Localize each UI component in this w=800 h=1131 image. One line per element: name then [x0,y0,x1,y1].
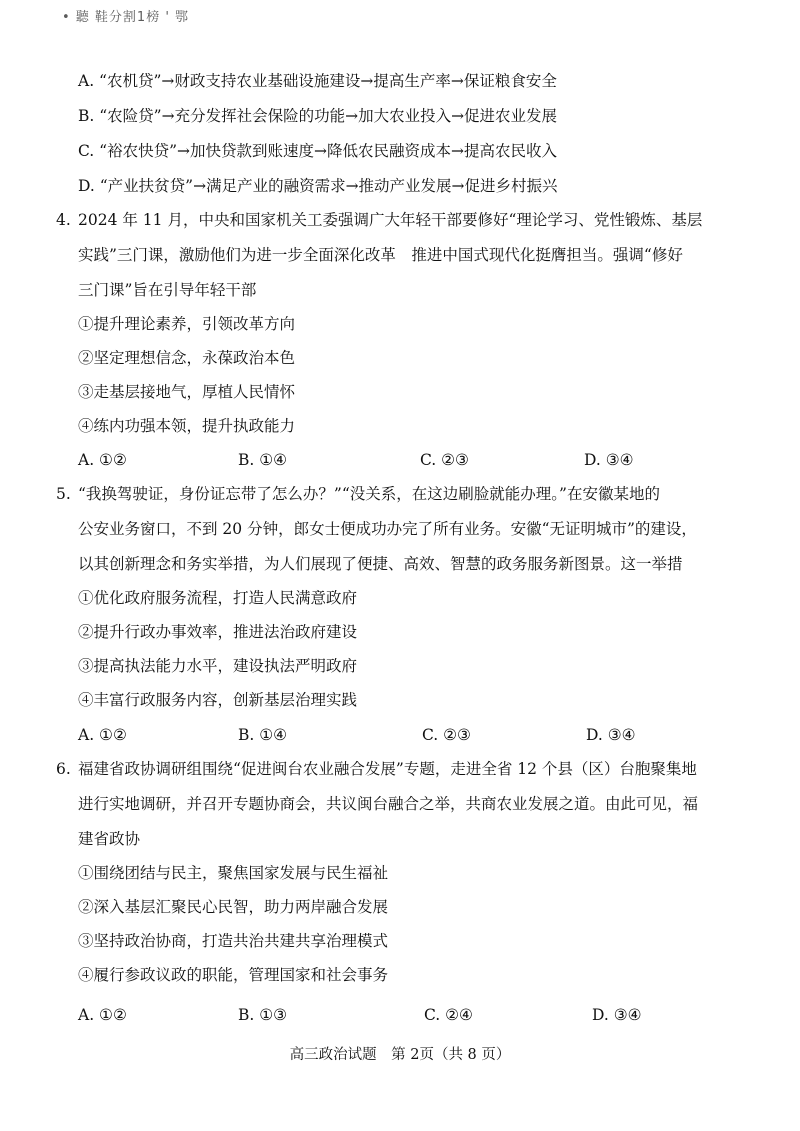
q4-number: 4. [56,211,71,229]
q4-stem-line-3: 三门课”旨在引导年轻干部 [78,281,257,299]
q3-option-b: B. “农险贷”→充分发挥社会保险的功能→加大农业投入→促进农业发展 [78,107,558,125]
q5-stem-line-3: 以其创新理念和务实举措，为人们展现了便捷、高效、智慧的政务服务新图景。这一举措 [78,555,683,573]
q4-choice-b: B. ①④ [238,451,288,469]
q5-number: 5. [56,485,71,503]
q5-choices [78,724,718,746]
q6-choice-d: D. ③④ [592,1006,642,1024]
q6-choices [78,1004,718,1026]
q4-choice-c: C. ②③ [420,451,469,469]
q6-item-1: ①围绕团结与民主，聚焦国家发展与民生福祉 [78,864,389,882]
q3-option-a: A. “农机贷”→财政支持农业基础设施建设→提高生产率→保证粮食安全 [78,72,557,90]
q4-item-3: ③走基层接地气，厚植人民情怀 [78,383,296,401]
q6-item-2: ②深入基层汇聚民心民智，助力两岸融合发展 [78,898,389,916]
q6-choice-c: C. ②④ [424,1006,473,1024]
q5-item-1: ①优化政府服务流程，打造人民满意政府 [78,589,358,607]
q5-stem-line-2: 公安业务窗口，不到 20 分钟，郎女士便成功办完了所有业务。安徽“无证明城市”的建设， [78,520,697,538]
page-footer: 高三政治试题 第 2页（共 8 页） [289,1047,511,1063]
q5-item-4: ④丰富行政服务内容，创新基层治理实践 [78,691,358,709]
q6-choice-b: B. ①③ [238,1006,288,1024]
q4-choice-d: D. ③④ [584,451,634,469]
q6-stem-line-1: 福建省政协调研组围绕“促进闽台农业融合发展”专题，走进全省 12 个县（区）台胞聚集地 [78,760,697,778]
q5-choice-d: D. ③④ [586,726,636,744]
q6-item-4: ④履行参政议政的职能，管理国家和社会事务 [78,966,389,984]
q4-item-2: ②坚定理想信念，永葆政治本色 [78,349,296,367]
q5-choice-b: B. ①④ [238,726,288,744]
q4-choices [78,449,718,471]
q4-item-1: ①提升理论素养，引领改革方向 [78,315,296,333]
q4-stem-line-2: 实践”三门课，激励他们为进一步全面深化改革 推进中国式现代化挺膺担当。强调“修好 [78,246,683,264]
q5-item-2: ②提升行政办事效率，推进法治政府建设 [78,623,358,641]
q5-choice-a: A. ①② [78,726,127,744]
q3-option-d: D. “产业扶贫贷”→满足产业的融资需求→推动产业发展→促进乡村振兴 [78,177,558,195]
q4-choice-a: A. ①② [78,451,127,469]
q6-number: 6. [56,760,71,778]
q3-option-c: C. “裕农快贷”→加快贷款到账速度→降低农民融资成本→提高农民收入 [78,142,557,160]
q5-item-3: ③提高执法能力水平，建设执法严明政府 [78,657,358,675]
q6-stem-line-2: 进行实地调研，并召开专题协商会，共议闽台融合之举，共商农业发展之道。由此可见，福 [78,795,699,813]
q6-choice-a: A. ①② [78,1006,127,1024]
q5-choice-c: C. ②③ [422,726,471,744]
q4-stem-line-1: 2024 年 11 月，中央和国家机关工委强调广大年轻干部要修好“理论学习、党性锻炼、基层 [78,211,703,229]
q6-stem-line-3: 建省政协 [78,830,141,848]
q5-stem-line-1: “我换驾驶证，身份证忘带了怎么办？”“没关系，在这边刷脸就能办理。”在安徽某地的 [78,485,660,503]
header-fragment: • 聽 鞋分割1榜 ' 鄂 [62,10,190,25]
q6-item-3: ③坚持政治协商，打造共治共建共享治理模式 [78,932,389,950]
q4-item-4: ④练内功强本领，提升执政能力 [78,417,296,435]
